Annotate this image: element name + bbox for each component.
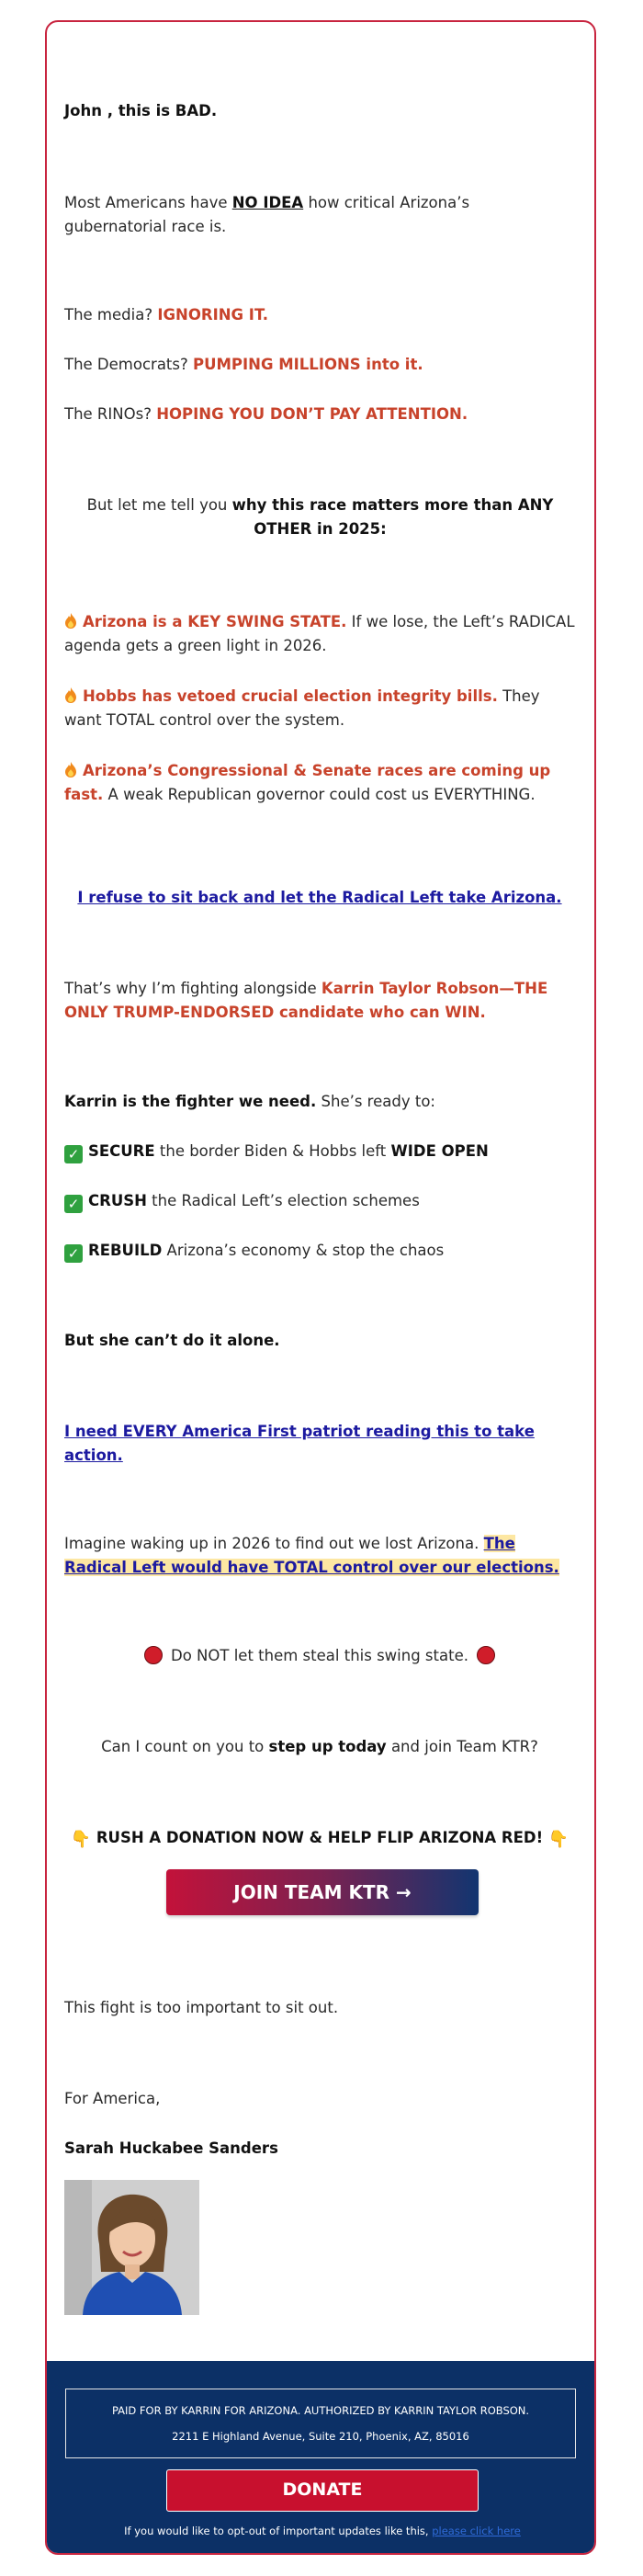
paid-for-text: PAID FOR BY KARRIN FOR ARIZONA. AUTHORIZED BY KARRIN TAYLOR ROBSON. (111, 2404, 530, 2417)
count-paragraph: Can I count on you to step up today and join Team KTR? (101, 1738, 538, 1755)
refuse-paragraph (64, 886, 575, 910)
refuse-link[interactable]: I refuse to sit back and let the Radical Left take Arizona. (77, 889, 562, 906)
check-mark-icon: ✓ (64, 1195, 83, 1213)
donate-button[interactable]: DONATE (166, 2469, 479, 2512)
optout-line: If you would like to opt-out of important updates like this, please click here (124, 2525, 521, 2537)
optout-link[interactable]: please click here (432, 2525, 521, 2537)
bullet-item: Hobbs has vetoed crucial election integrity bills. They want TOTAL control over the system. (64, 687, 540, 729)
fighter-paragraph: Karrin is the fighter we need. She’s ready to: (64, 1093, 435, 1110)
red-circle-icon (144, 1646, 163, 1664)
greeting: John , this is BAD. (64, 102, 218, 119)
check-mark-icon: ✓ (64, 1145, 83, 1163)
check-item: ✓ REBUILD Arizona’s economy & stop the chaos (64, 1239, 575, 1263)
footer (47, 2361, 596, 2555)
signer-photo (64, 2180, 199, 2315)
bullet-item: Arizona is a KEY SWING STATE. If we lose, the Left’s RADICAL agenda gets a green light in 2026. (64, 613, 575, 654)
fire-icon (64, 687, 77, 704)
no-idea-emphasis: NO IDEA (231, 194, 304, 211)
check-mark-icon: ✓ (64, 1244, 83, 1263)
media-line: The media? IGNORING IT. (64, 306, 268, 323)
pointing-down-icon: 👇 (70, 1830, 92, 1849)
important-line: This fight is too important to sit out. (64, 1999, 339, 2016)
address-text: 2211 E Highland Avenue, Suite 210, Phoenix, AZ, 85016 (172, 2430, 469, 2443)
check-item: ✓ CRUSH the Radical Left’s election schemes (64, 1189, 575, 1213)
need-paragraph (64, 1420, 575, 1468)
fire-icon (64, 762, 77, 778)
fighting-paragraph: That’s why I’m fighting alongside Karrin Taylor Robson—THE ONLY TRUMP-ENDORSED candidate who can WIN. (64, 980, 548, 1021)
rush-headline: 👇 RUSH A DONATION NOW & HELP FLIP ARIZONA RED! 👇 (64, 1826, 575, 1852)
steal-line: Do NOT let them steal this swing state. (64, 1644, 575, 1668)
sign-off: For America, (64, 2090, 161, 2107)
why-paragraph: But let me tell you why this race matters more than ANY OTHER in 2025: (86, 496, 554, 538)
portrait-image (64, 2180, 199, 2315)
imagine-paragraph: Imagine waking up in 2026 to find out we lost Arizona. The Radical Left would have TOTAL control over our elections. (64, 1535, 559, 1576)
democrats-line: The Democrats? PUMPING MILLIONS into it. (64, 356, 423, 373)
alone-line: But she can’t do it alone. (64, 1332, 280, 1349)
bullet-item: Arizona’s Congressional & Senate races are coming up fast. A weak Republican governor could cost us EVERYTHING. (64, 762, 551, 803)
pointing-down-icon: 👇 (547, 1830, 570, 1849)
paragraph-americans: Most Americans have NO IDEA how critical Arizona’s gubernatorial race is. (64, 194, 470, 235)
paid-for-box (65, 2389, 576, 2458)
take-action-link[interactable]: I need EVERY America First patriot reading this to take action. (64, 1423, 535, 1464)
red-circle-icon (477, 1646, 495, 1664)
fire-icon (64, 613, 77, 630)
signer-name: Sarah Huckabee Sanders (64, 2139, 278, 2157)
radical-left-link[interactable]: The Radical Left would have TOTAL control over our elections. (64, 1535, 559, 1576)
email-card (45, 20, 596, 2555)
join-team-button[interactable]: JOIN TEAM KTR → (166, 1869, 479, 1915)
rinos-line: The RINOs? HOPING YOU DON’T PAY ATTENTION. (64, 405, 468, 423)
check-item: ✓ SECURE the border Biden & Hobbs left WIDE OPEN (64, 1140, 575, 1163)
